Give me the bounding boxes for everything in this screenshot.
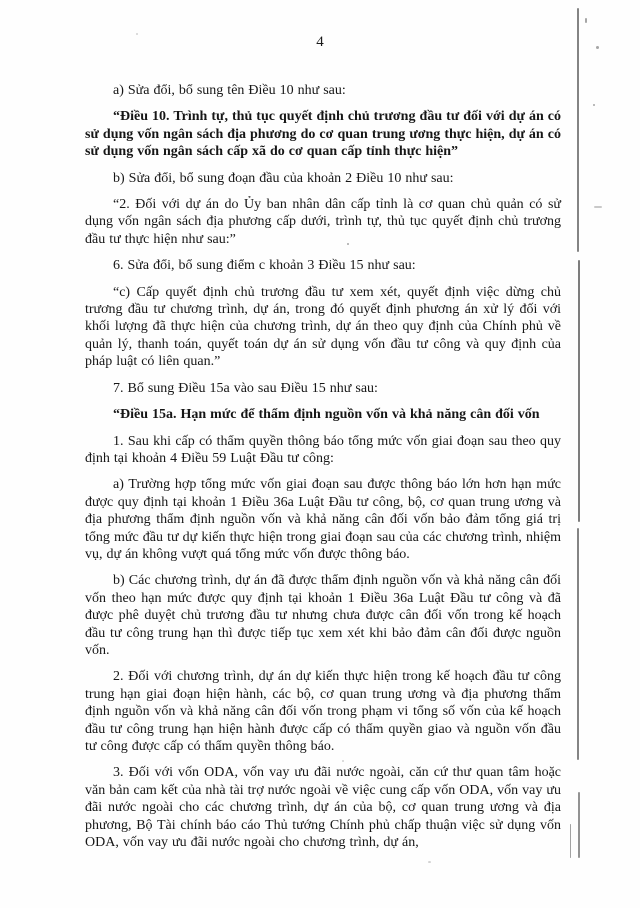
paragraph: 6. Sửa đổi, bổ sung điểm c khoản 3 Điều 15 như sau: [113, 258, 416, 274]
paragraph: 3. Đối với vốn ODA, vốn vay ưu đãi nước ngoài, căn cứ thư quan tâm hoặc văn bản cam kết của nhà tài trợ nước ngoài về việc cung cấp vốn ODA, vốn vay ưu đãi nước ngoài cho các chương trình, dự án của bộ, cơ quan trung ương và địa phương, Bộ Tài chính báo cáo Thủ tướng Chính phủ chấp thuận việc sử dụng vốn ODA, vốn vay ưu đãi nước ngoài cho chương trình, dự án, [85, 765, 561, 851]
paragraph: b) Sửa đổi, bổ sung đoạn đầu của khoản 2 Điều 10 như sau: [113, 170, 454, 186]
scan-artifact-line [577, 528, 579, 760]
scan-speck [593, 104, 595, 106]
scan-speck [594, 206, 602, 208]
paragraph: “c) Cấp quyết định chủ trương đầu tư xem xét, quyết định việc dừng chủ trương đầu tư chương trình, dự án, trong đó quyết định phương án xử lý đối với khối lượng đã thực hiện của chương trình, dự án theo quy định của Chính phủ về quản lý, thanh toán, quyết toán dự án sử dụng vốn đầu tư công và quy định của pháp luật có liên quan.” [85, 284, 561, 370]
paragraph: b) Các chương trình, dự án đã được thẩm định nguồn vốn và khả năng cân đối vốn theo hạn mức được quy định tại khoản 1 Điều 36a Luật Đầu tư công và đã được phê duyệt chủ trương đầu tư nhưng chưa được cân đối vốn trong kế hoạch đầu tư công trung hạn thì được tiếp tục xem xét khi bảo đảm cân đối được nguồn vốn. [85, 573, 561, 658]
scan-artifact-line [578, 792, 580, 858]
scan-speck [428, 861, 431, 863]
article-heading: “Điều 10. Trình tự, thủ tục quyết định chủ trương đầu tư đối với dự án có sử dụng vốn ngân sách địa phương do cơ quan trung ương thực hiện, dự án có sử dụng vốn ngân sách cấp xã do cơ quan cấp tỉnh thực hiện” [85, 109, 561, 160]
paragraph: 2. Đối với chương trình, dự án dự kiến thực hiện trong kế hoạch đầu tư công trung hạn giai đoạn hiện hành, các bộ, cơ quan trung ương và địa phương thẩm định nguồn vốn và khả năng cân đối vốn trong phạm vi tổng số vốn của kế hoạch đầu tư công trung hạn hiện hành được cấp có thẩm quyền giao và nguồn vốn đầu tư công được cấp có thẩm quyền thông báo. [85, 669, 561, 754]
paragraph: a) Trường hợp tổng mức vốn giai đoạn sau được thông báo lớn hơn hạn mức được quy định tại khoản 1 Điều 36a Luật Đầu tư công, bộ, cơ quan trung ương và địa phương thẩm định nguồn vốn và khả năng cân đối vốn bảo đảm tổng giá trị tổng mức đầu tư dự kiến thực hiện trong giai đoạn sau của các chương trình, nhiệm vụ, dự án không vượt quá tổng mức vốn được thông báo. [85, 477, 561, 562]
page-number: 4 [316, 34, 324, 50]
article-heading: “Điều 15a. Hạn mức để thẩm định nguồn vốn và khả năng cân đối vốn [113, 407, 540, 423]
paragraph: “2. Đối với dự án do Ủy ban nhân dân cấp tỉnh là cơ quan chủ quản có sử dụng vốn ngân sách địa phương cấp dưới, trình tự, thủ tục quyết định chủ trương đầu tư thực hiện như sau:” [85, 197, 561, 247]
scan-speck [585, 18, 587, 23]
paragraph: 1. Sau khi cấp có thẩm quyền thông báo tổng mức vốn giai đoạn sau theo quy định tại khoản 4 Điều 59 Luật Đầu tư công: [85, 433, 561, 466]
scan-artifact-line [570, 824, 571, 858]
scan-artifact-line [578, 260, 580, 522]
document-body [85, 82, 561, 860]
paragraph: a) Sửa đổi, bổ sung tên Điều 10 như sau: [113, 83, 346, 98]
paragraph: 7. Bổ sung Điều 15a vào sau Điều 15 như sau: [113, 380, 378, 396]
